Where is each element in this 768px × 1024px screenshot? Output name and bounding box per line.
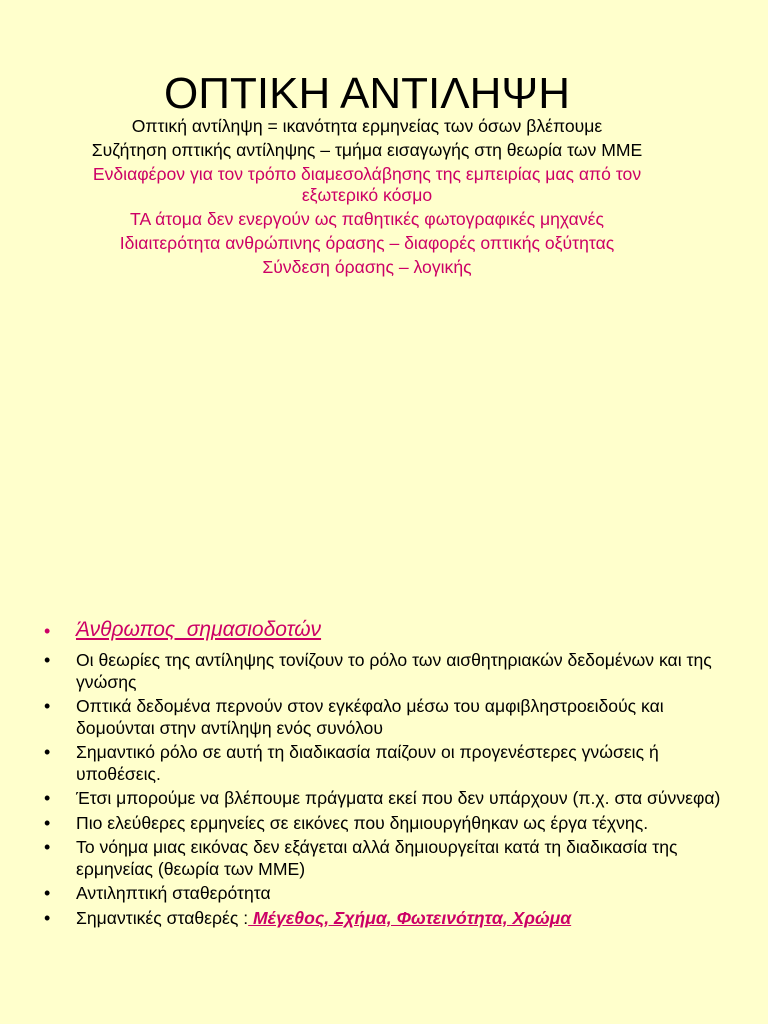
constancies-emphasis: Μέγεθος, Σχήμα, Φωτεινότητα, Χρώμα	[248, 907, 572, 928]
slide-title: ΟΠΤΙΚΗ ΑΝΤΙΛΗΨΗ	[164, 69, 570, 119]
bullet-item	[44, 788, 744, 810]
bullet-item	[44, 908, 744, 930]
bullet-item	[44, 696, 744, 739]
intro-point: Οπτική αντίληψη = ικανότητα ερμηνείας των όσων βλέπουμε	[131, 116, 603, 136]
bullet-item	[44, 742, 744, 785]
bullet-list	[44, 615, 744, 932]
bullet-item	[44, 837, 744, 880]
bullet-text: Σημαντικό ρόλο σε αυτή τη διαδικασία παίζουν οι προγενέστερες γνώσεις ή υποθέσεις.	[76, 742, 659, 784]
bullet-text: Αντιληπτική σταθερότητα	[76, 883, 271, 903]
intro-point: Ενδιαφέρον για τον τρόπο διαμεσολάβησης της εμπειρίας μας από τον εξωτερικό κόσμο	[92, 164, 642, 205]
intro-points	[70, 116, 664, 281]
bullet-icon: •	[44, 742, 51, 762]
bullet-text: Οπτικά δεδομένα περνούν στον εγκέφαλο μέσω του αμφιβληστροειδούς και δομούνται στην αντίληψη ενός συνόλου	[76, 696, 664, 738]
bullet-text: Το νόημα μιας εικόνας δεν εξάγεται αλλά δημιουργείται κατά τη διαδικασία της ερμηνείας (θεωρία των ΜΜΕ)	[76, 837, 678, 879]
intro-point: ΤΑ άτομα δεν ενεργούν ως παθητικές φωτογραφικές μηχανές	[130, 209, 604, 229]
bullet-icon: •	[44, 883, 51, 903]
bullet-item	[44, 650, 744, 693]
intro-point: Συζήτηση οπτικής αντίληψης – τμήμα εισαγωγής στη θεωρία των ΜΜΕ	[91, 140, 643, 160]
bullet-icon: •	[44, 650, 51, 670]
intro-point: Ιδιαιτερότητα ανθρώπινης όρασης – διαφορές οπτικής οξύτητας	[119, 233, 615, 253]
bullet-text: Οι θεωρίες της αντίληψης τονίζουν το ρόλο των αισθητηριακών δεδομένων και της γνώσης	[76, 650, 712, 692]
bullet-text: Πιο ελεύθερες ερμηνείες σε εικόνες που δημιουργήθηκαν ως έργα τέχνης.	[76, 812, 649, 833]
bullet-icon: •	[44, 907, 51, 928]
bullet-icon: •	[44, 788, 51, 808]
bullet-item	[44, 883, 744, 905]
bullet-icon: •	[44, 812, 51, 833]
intro-point: Σύνδεση όρασης – λογικής	[262, 257, 472, 277]
bullet-icon: •	[44, 621, 51, 641]
bullet-text: Έτσι μπορούμε να βλέπουμε πράγματα εκεί που δεν υπάρχουν (π.χ. στα σύννεφα)	[76, 788, 721, 808]
bullet-icon: •	[44, 696, 51, 716]
bullet-heading-item	[44, 615, 744, 645]
bullet-heading: Άνθρωπος σημασιοδοτών	[76, 618, 322, 641]
bullet-icon: •	[44, 837, 51, 857]
bullet-item	[44, 813, 744, 835]
bullet-text-prefix: Σημαντικές σταθερές :	[76, 907, 249, 928]
